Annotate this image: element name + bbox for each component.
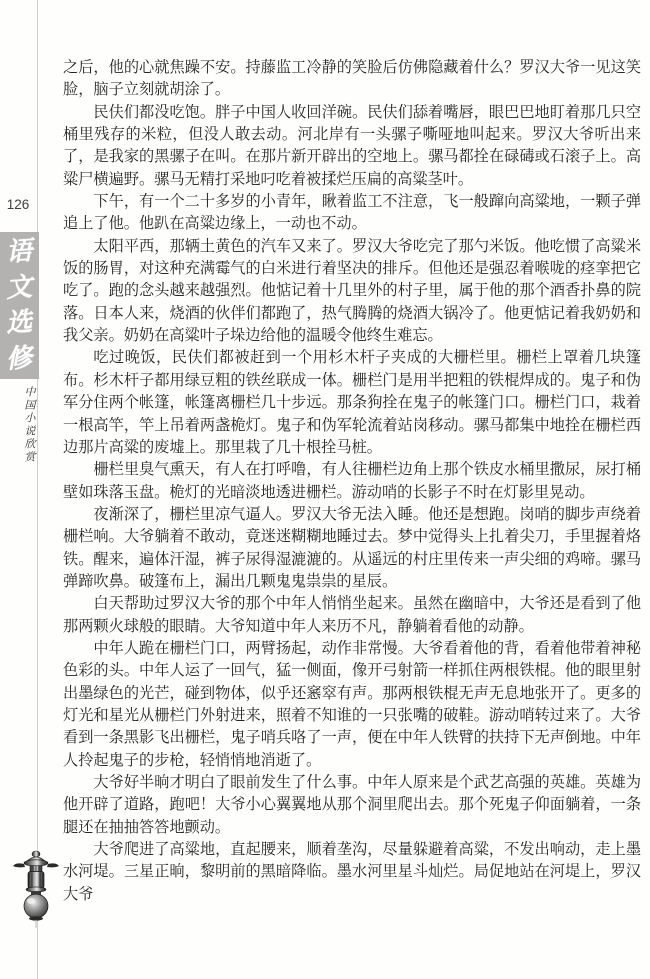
spine-course-title: 中国小说欣赏 [23,386,35,464]
page-text [63,57,641,906]
oil-lamp-image [12,850,60,928]
spine-series-char: 语 [5,236,34,267]
oil-lamp-icon [12,850,60,928]
paragraph: 大爷爬进了高粱地，直起腰来，顺着垄沟，尽量躲避着高粱，不发出响动，走上墨水河堤。三星正晌，黎明前的黑暗降临。墨水河里星斗灿烂。局促地站在河堤上，罗汉大爷 [63,841,641,903]
paragraph: 太阳平西，那辆土黄色的汽车又来了。罗汉大爷吃完了那勺米饭。他吃惯了高粱米饭的肠胃，对这种充满霉气的白米进行着坚决的排斥。但他还是强忍着喉咙的痉挛把它吃了。跑的念头越来越强烈。他惦记着十几里外的村子里，属于他的那个酒香扑鼻的院落。日本人来，烧酒的伙伴们都跑了，热气腾腾的烧酒大锅冷了。他更惦记着我奶奶和我父亲。奶奶在高粱叶子垛边给他的温暖令他终生难忘。 [63,237,641,345]
paragraph: 夜渐深了，栅栏里凉气逼人。罗汉大爷无法入睡。他还是想跑。岗哨的脚步声绕着栅栏响。大爷躺着不敢动，竟迷迷糊糊地睡过去。梦中觉得头上扎着尖刀，手里握着烙铁。醒来，遍体汗湿，裤子尿得湿漉漉的。从遥远的村庄里传来一声尖细的鸡啼。骡马弹蹄吹鼻。破篷布上，漏出几颗鬼鬼祟祟的星辰。 [63,505,641,590]
paragraph: 民伕们都没吃饱。胖子中国人收回洋碗。民伕们舔着嘴唇，眼巴巴地盯着那几只空桶里残存的米粒，但没人敢去动。河北岸有一头骡子嘶哑地叫起来。罗汉大爷听出来了，是我家的黑骡子在叫。在那片新开辟出的空地上。骡马都拴在碌碡或石滚子上。高粱尸横遍野。骡马无精打采地叼吃着被揉烂压扁的高粱茎叶。 [63,103,641,188]
paragraph: 白天帮助过罗汉大爷的那个中年人悄悄坐起来。虽然在幽暗中，大爷还是看到了他那两颗火球般的眼睛。大爷知道中年人来历不凡，静躺着看他的动静。 [63,595,641,635]
paragraph: 吃过晚饭，民伕们都被赶到一个用杉木杆子夹成的大栅栏里。栅栏上罩着几块篷布。杉木杆子都用绿豆粗的铁丝联成一体。栅栏门是用半把粗的铁棍焊成的。鬼子和伪军分住两个帐篷，帐篷离栅栏几十步远。那条狗拴在鬼子的帐篷门口。栅栏门口，栽着一根高竿，竿上吊着两盏桅灯。鬼子和伪军轮流着站岗移动。骡马都集中地拴在栅栏西边那片高粱的废墟上。那里栽了几十根拴马桩。 [63,349,641,456]
page-gutter-line [37,0,38,979]
spine-series-char: 文 [5,271,34,303]
paragraph: 大爷好半晌才明白了眼前发生了什么事。中年人原来是个武艺高强的英雄。英雄为他开辟了道路，跑吧！大爷小心翼翼地从那个洞里爬出去。那个死鬼子仰面躺着，一条腿还在抽抽答答地颤动。 [63,774,641,836]
spine-series-box [0,232,39,379]
paragraph: 下午，有一个二十多岁的小青年，瞅着监工不注意，飞一般蹿向高粱地，一颗子弹追上了他。他趴在高粱边缘上，一动也不动。 [63,193,641,233]
paragraph: 之后，他的心就焦躁不安。持藤监工冷静的笑脸后仿佛隐藏着什么？罗汉大爷一见这笑脸，脑子立刻就胡涂了。 [63,59,641,99]
spine-series-char: 修 [5,343,34,374]
spine-series-char: 选 [5,307,34,339]
paragraph: 栅栏里臭气熏天，有人在打呼噜，有人往栅栏边角上那个铁皮水桶里撒尿，尿打桶壁如珠落玉盘。桅灯的光暗淡地透进栅栏。游动哨的长影子不时在灯影里晃动。 [63,461,641,501]
page-number: 126 [6,197,30,212]
paragraph: 中年人跪在栅栏门口，两臂扬起，动作非常慢。大爷看着他的背，看着他带着神秘色彩的头。中年人运了一回气，猛一侧面，像开弓射箭一样抓住两根铁棍。他的眼里射出墨绿色的光芒，碰到物体，似乎还窸窣有声。那两根铁棍无声无息地张开了。更多的灯光和星光从栅栏门外射进来，照着不知谁的一只张嘴的破鞋。游动哨转过来了。大爷看到一条黑影飞出栅栏，鬼子哨兵咯了一声，便在中年人铁臂的扶持下无声倒地。中年人拎起鬼子的步枪，轻悄悄地消逝了。 [63,639,641,769]
